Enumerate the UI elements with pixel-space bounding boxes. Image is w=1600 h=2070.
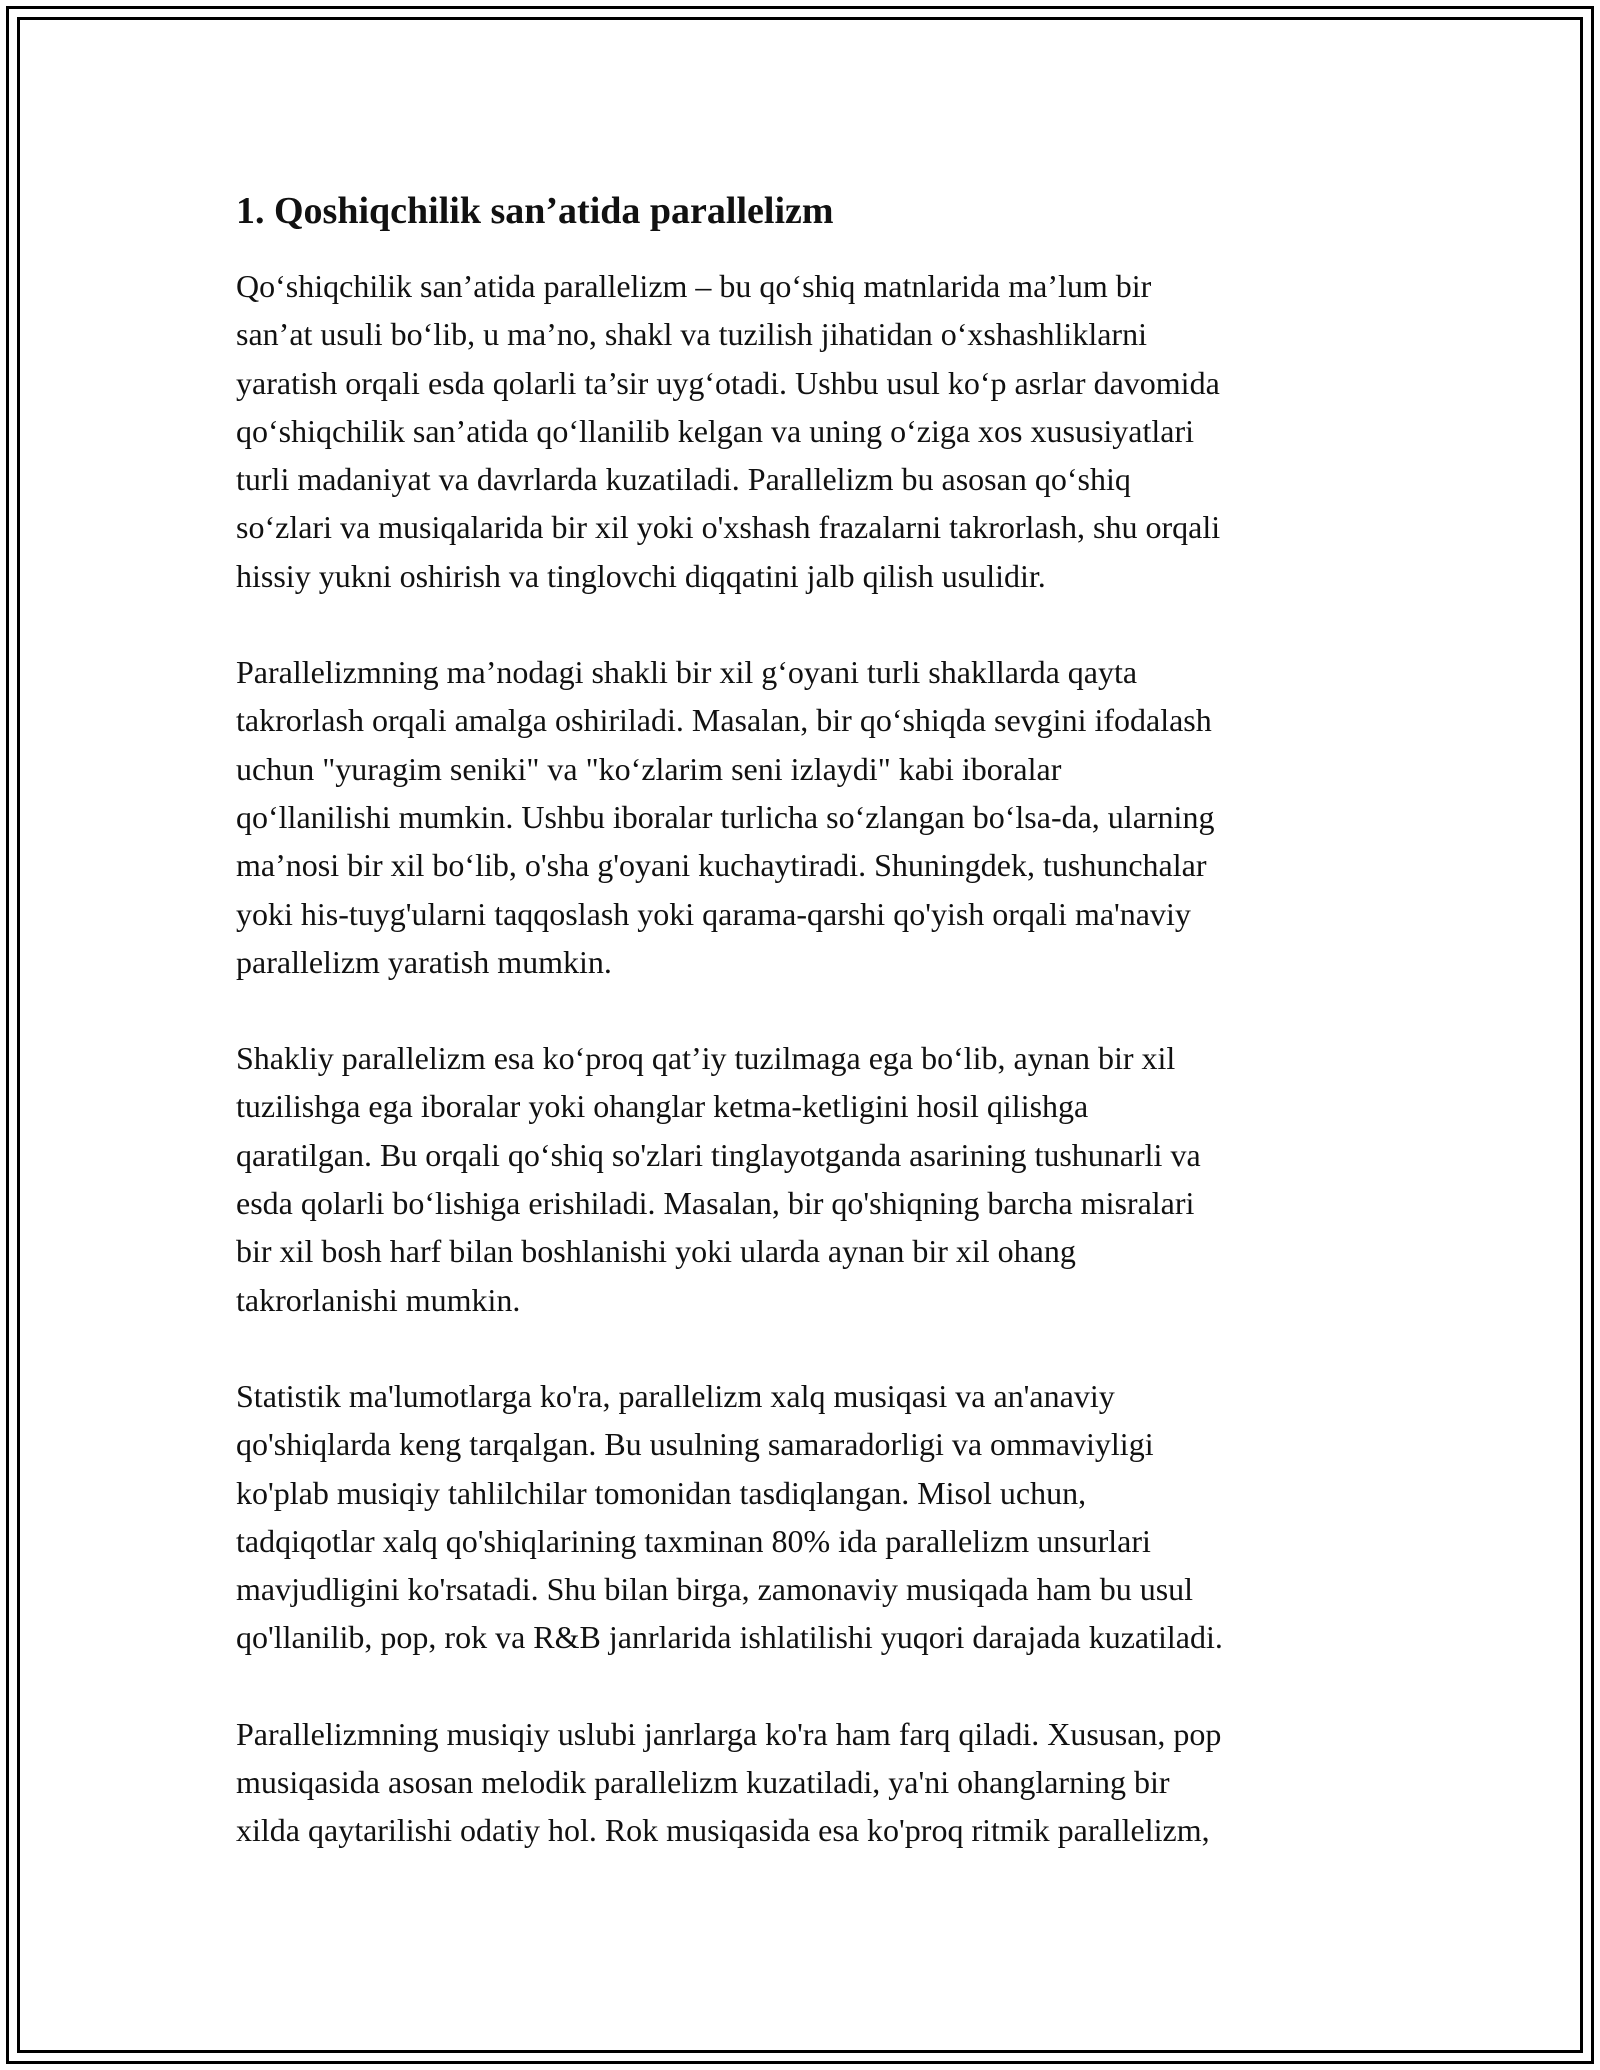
document-body [236,186,1376,1903]
section-title: 1. Qoshiqchilik san’atida parallelizm [236,190,834,232]
paragraph-5: Parallelizmning musiqiy uslubi janrlarga ko'ra ham farq qiladi. Xususan, pop musiqasida asosan melodik parallelizm kuzatiladi, ya'ni ohanglarning bir xilda qaytarilishi odatiy hol. Rok musiqasida esa ko'proq ritmik parallelizm, [236,1715,1222,1849]
paragraph-2: Parallelizmning ma’nodagi shakli bir xil g‘oyani turli shakllarda qayta takrorlash orqali amalga oshiriladi. Masalan, bir qo‘shiqda sevgini ifodalash uchun "yuragim seniki" va "ko‘zlarim seni izlaydi" kabi iboralar qo‘llanilishi mumkin. Ushbu iboralar turlicha so‘zlangan bo‘lsa-da, ularning ma’nosi bir xil bo‘lib, o'sha g'oyani kuchaytiradi. Shuningdek, tushunchalar yoki his-tuyg'ularni taqqoslash yoki qarama-qarshi qo'yish orqali ma'naviy parallelizm yaratish mumkin. [236,654,1215,980]
paragraph-3: Shakliy parallelizm esa ko‘proq qat’iy tuzilmaga ega bo‘lib, aynan bir xil tuzilishga ega iboralar yoki ohanglar ketma-ketligini hosil qilishga qaratilgan. Bu orqali qo‘shiq so'zlari tinglayotganda asarining tushunarli va esda qolarli bo‘lishiga erishiladi. Masalan, bir qo'shiqning barcha misralari bir xil bosh harf bilan boshlanishi yoki ularda aynan bir xil ohang takrorlanishi mumkin. [236,1040,1201,1318]
paragraph-4: Statistik ma'lumotlarga ko'ra, parallelizm xalq musiqasi va an'anaviy qo'shiqlarda keng tarqalgan. Bu usulning samaradorligi va ommaviyligi ko'plab musiqiy tahlilchilar tomonidan tasdiqlangan. Misol uchun, tadqiqotlar xalq qo'shiqlarining taxminan 80% ida parallelizm unsurlari mavjudligini ko'rsatadi. Shu bilan birga, zamonaviy musiqada ham bu usul qo'llanilib, pop, rok va R&B janrlarida ishlatilishi yuqori darajada kuzatiladi. [236,1377,1223,1656]
paragraph-1: Qo‘shiqchilik san’atida parallelizm – bu qo‘shiq matnlarida ma’lum bir san’at usuli bo‘lib, u ma’no, shakl va tuzilish jihatidan o‘xshashliklarni yaratish orqali esda qolarli ta’sir uyg‘otadi. Ushbu usul ko‘p asrlar davomida qo‘shiqchilik san’atida qo‘llanilib kelgan va uning o‘ziga xos xususiyatlari turli madaniyat va davrlarda kuzatiladi. Parallelizm bu asosan qo‘shiq so‘zlari va musiqalarida bir xil yoki o'xshash frazalarni takrorlash, shu orqali hissiy yukni oshirish va tinglovchi diqqatini jalb qilish usulidir. [236,268,1221,594]
